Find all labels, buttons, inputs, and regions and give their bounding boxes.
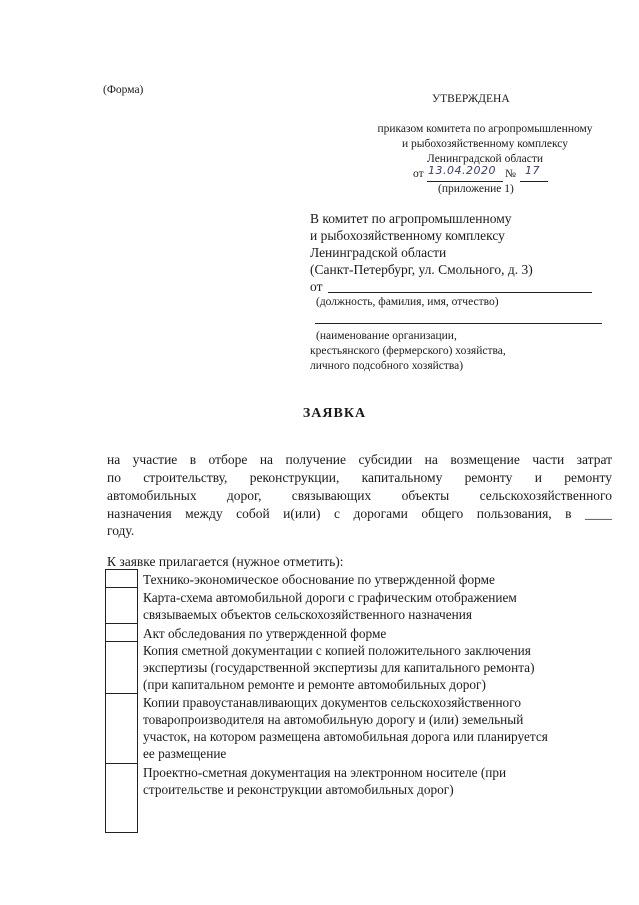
approval-title: УТВЕРЖДЕНА bbox=[432, 93, 510, 105]
approval-date-handwritten: 13.04.2020 bbox=[428, 164, 496, 177]
attachment-6-line-1: Проектно-сметная документация на электронном носителе (при bbox=[143, 765, 507, 780]
attachment-2-line-2: связываемых объектов сельскохозяйственного назначения bbox=[143, 607, 472, 622]
attachment-3-line-1: Акт обследования по утвержденной форме bbox=[143, 626, 387, 641]
attachment-4-line-2: экспертизы (государственной экспертизы для капитального ремонта) bbox=[143, 660, 535, 675]
approval-number-underline bbox=[520, 181, 548, 182]
approval-date-underline bbox=[427, 181, 503, 182]
from-prefix: от bbox=[310, 279, 323, 294]
org-underline bbox=[315, 323, 602, 324]
org-hint-1: (наименование организации, bbox=[316, 330, 457, 342]
checkbox-attachment-4[interactable] bbox=[106, 642, 137, 693]
addressee-line-3: Ленинградской области bbox=[310, 245, 447, 260]
document-heading: ЗАЯВКА bbox=[302, 406, 367, 421]
checkbox-attachment-1[interactable] bbox=[106, 570, 137, 587]
checkbox-attachment-6[interactable] bbox=[106, 764, 137, 832]
approval-date-prefix: от bbox=[413, 168, 424, 180]
body-line-4: назначения между собой и(или) с дорогами общего пользования, в ____ bbox=[107, 506, 612, 521]
body-line-2: по строительству, реконструкции, капитальному ремонту и ремонту bbox=[107, 470, 612, 485]
checkbox-attachment-5[interactable] bbox=[106, 694, 137, 763]
from-hint: (должность, фамилия, имя, отчество) bbox=[316, 296, 499, 308]
attachment-5-line-1: Копии правоустанавливающих документов сельскохозяйственного bbox=[143, 695, 521, 710]
from-underline bbox=[328, 292, 592, 293]
checkbox-attachment-2[interactable] bbox=[106, 588, 137, 623]
attachment-4-line-3: (при капитальном ремонте и ремонте автомобильных дорог) bbox=[143, 677, 486, 692]
attachment-4-line-1: Копия сметной документации с копией положительного заключения bbox=[143, 643, 531, 658]
attachment-5-line-2: товаропроизводителя на автомобильную дорогу и (или) земельный bbox=[143, 712, 524, 727]
body-line-1: на участие в отборе на получение субсидии на возмещение части затрат bbox=[107, 452, 612, 467]
attachment-5-line-3: участок, на котором размещена автомобильная дорога или планируется bbox=[143, 729, 548, 744]
addressee-line-2: и рыбохозяйственному комплексу bbox=[310, 228, 505, 243]
attachment-5-line-4: ее размещение bbox=[143, 746, 227, 761]
attachment-1-line-1: Технико-экономическое обоснование по утвержденной форме bbox=[143, 572, 495, 587]
approval-number-handwritten: 17 bbox=[525, 164, 540, 177]
addressee-line-1: В комитет по агропромышленному bbox=[310, 211, 512, 226]
approval-line-1: приказом комитета по агропромышленному bbox=[377, 123, 593, 135]
org-hint-2: крестьянского (фермерского) хозяйства, bbox=[310, 345, 506, 357]
org-hint-3: личного подсобного хозяйства) bbox=[310, 360, 464, 372]
approval-line-3: Ленинградской области bbox=[426, 153, 544, 165]
addressee-line-4: (Санкт-Петербург, ул. Смольного, д. 3) bbox=[310, 262, 533, 277]
approval-line-2: и рыбохозяйственному комплексу bbox=[401, 138, 569, 150]
form-label: (Форма) bbox=[103, 84, 144, 96]
approval-appendix: (приложение 1) bbox=[438, 183, 514, 195]
attachment-6-line-2: строительстве и реконструкции автомобильных дорог) bbox=[143, 782, 454, 797]
approval-number-prefix: № bbox=[505, 168, 516, 180]
attachment-2-line-1: Карта-схема автомобильной дороги с графическим отображением bbox=[143, 590, 517, 605]
attachments-intro: К заявке прилагается (нужное отметить): bbox=[107, 554, 344, 569]
body-line-3: автомобильных дорог, связывающих объекты сельскохозяйственного bbox=[107, 488, 612, 503]
checkbox-attachment-3[interactable] bbox=[106, 624, 137, 641]
body-line-5: году. bbox=[107, 523, 135, 538]
